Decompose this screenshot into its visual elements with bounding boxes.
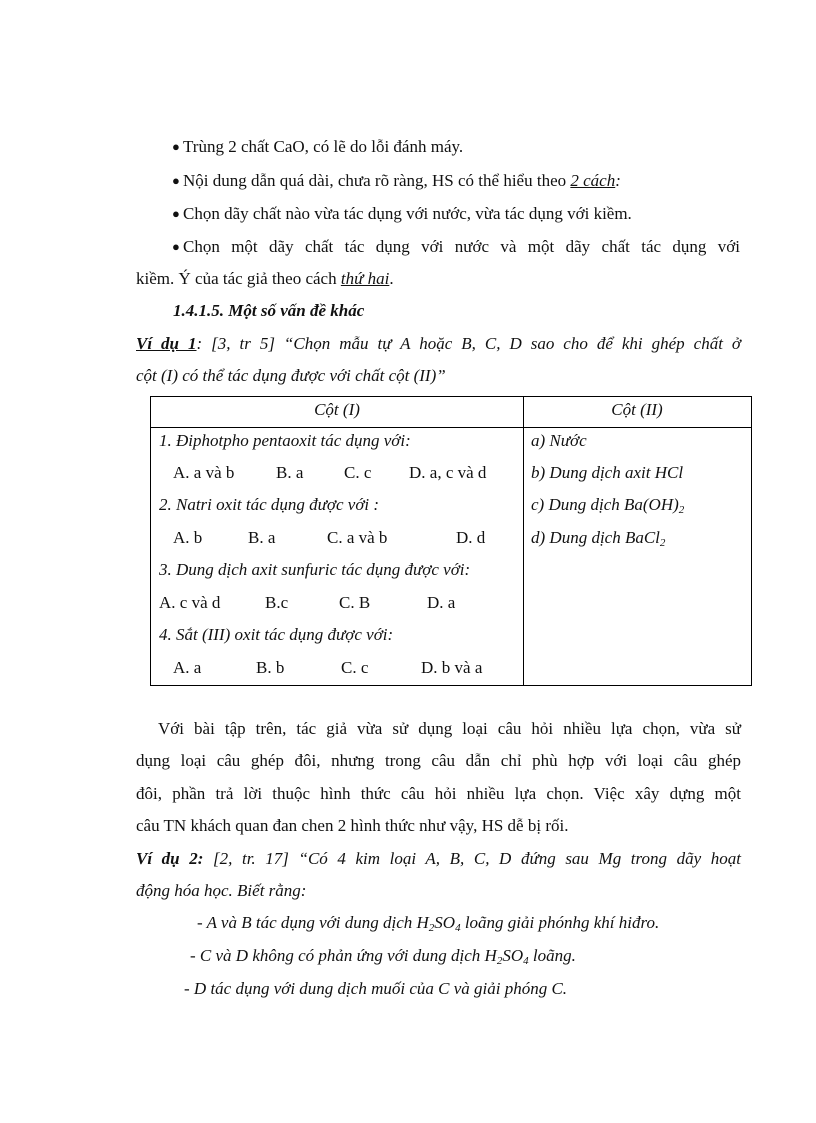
condition-2-part-a: - C và D không có phản ứng với dung dịch H — [190, 946, 497, 965]
condition-1-sub-1: 2 — [428, 922, 435, 934]
paragraph-line-2: dụng loại câu ghép đôi, nhưng trong câu dẫn chỉ phù hợp với loại câu ghép — [136, 751, 741, 770]
paragraph-line-3: đôi, phần trả lời thuộc hình thức câu hỏi nhiều lựa chọn. Việc xây dựng một — [136, 784, 741, 803]
answer-b: b) Dung dịch axit HCl — [531, 463, 684, 482]
bullet-2-underlined: 2 cách — [570, 171, 616, 190]
answer-c — [531, 495, 684, 515]
bullet-dot-icon: ● — [172, 139, 180, 154]
example-2-text: [2, tr. 17] “Có 4 kim loại A, B, C, D đứng sau Mg trong dãy hoạt — [203, 849, 741, 868]
question-3: 3. Dung dịch axit sunfuric tác dụng được với: — [159, 560, 471, 579]
example-2-label: Ví dụ 2: — [136, 849, 204, 868]
example-2-line-2: động hóa học. Biết rằng: — [136, 881, 307, 900]
matching-table — [150, 396, 752, 686]
condition-1 — [197, 913, 659, 933]
q4-option-b: B. b — [256, 658, 285, 677]
bullet-4-text: Chọn một dãy chất tác dụng với nước và một dãy chất tác dụng với — [183, 237, 740, 256]
answer-a: a) Nước — [531, 431, 587, 450]
bullet-2-text: Nội dung dẫn quá dài, chưa rõ ràng, HS có thể hiểu theo — [183, 171, 571, 190]
condition-3: - D tác dụng với dung dịch muối của C và giải phóng C. — [184, 979, 568, 998]
table-header-divider — [151, 427, 751, 428]
question-2: 2. Natri oxit tác dụng được với : — [159, 495, 380, 514]
condition-1-part-b: SO — [434, 913, 456, 932]
q1-option-c: C. c — [344, 463, 372, 482]
example-1-text: : [3, tr 5] “Chọn mẫu tự A hoặc B, C, D sao cho để khi ghép chất ở — [196, 334, 741, 353]
q4-option-c: C. c — [341, 658, 369, 677]
answer-c-text: c) Dung dịch Ba(OH) — [531, 495, 679, 514]
q3-option-a: A. c và d — [159, 593, 221, 612]
section-heading: 1.4.1.5. Một số vấn đề khác — [173, 301, 365, 320]
example-1-line-1 — [136, 334, 741, 354]
condition-2-sub-2: 4 — [523, 955, 529, 967]
question-4: 4. Sắt (III) oxit tác dụng được với: — [159, 625, 394, 644]
bullet-3 — [172, 204, 632, 224]
condition-2 — [190, 946, 576, 966]
col-2-header: Cột (II) — [611, 400, 663, 419]
question-1: 1. Điphotpho pentaoxit tác dụng với: — [159, 431, 411, 450]
condition-2-part-b: SO — [502, 946, 524, 965]
q1-option-a: A. a và b — [173, 463, 235, 482]
answer-c-subscript: 2 — [678, 504, 685, 516]
paragraph-line-4: câu TN khách quan đan chen 2 hình thức như vậy, HS dễ bị rối. — [136, 816, 569, 835]
answer-d-text: d) Dung dịch BaCl — [531, 528, 660, 547]
q4-option-a: A. a — [173, 658, 202, 677]
bullet-4-period: . — [389, 269, 394, 288]
q1-option-d: D. a, c và d — [409, 463, 487, 482]
table-column-divider — [523, 397, 524, 685]
bullet-2 — [172, 171, 621, 191]
q3-option-c: C. B — [339, 593, 371, 612]
bullet-dot-icon: ● — [172, 239, 180, 254]
q2-option-a: A. b — [173, 528, 203, 547]
q2-option-b: B. a — [248, 528, 276, 547]
bullet-1 — [172, 137, 463, 157]
bullet-1-text: Trùng 2 chất CaO, có lẽ do lỗi đánh máy. — [183, 137, 464, 156]
bullet-4-underlined: thứ hai — [340, 269, 390, 288]
condition-2-part-c: loãng. — [528, 946, 576, 965]
q3-option-d: D. a — [427, 593, 456, 612]
bullet-3-text: Chọn dãy chất nào vừa tác dụng với nước, vừa tác dụng với kiềm. — [183, 204, 632, 223]
q3-option-b: B.c — [265, 593, 289, 612]
bullet-4 — [172, 237, 740, 257]
q2-option-d: D. d — [456, 528, 486, 547]
bullet-4-continuation — [136, 269, 394, 289]
condition-2-sub-1: 2 — [496, 955, 503, 967]
col-1-header: Cột (I) — [314, 400, 360, 419]
paragraph-line-1: Với bài tập trên, tác giả vừa sử dụng loại câu hỏi nhiều lựa chọn, vừa sử — [158, 719, 741, 738]
condition-1-sub-2: 4 — [455, 922, 461, 934]
bullet-dot-icon: ● — [172, 206, 180, 221]
bullet-2-colon: : — [615, 171, 621, 190]
bullet-dot-icon: ● — [172, 173, 180, 188]
q2-option-c: C. a và b — [327, 528, 388, 547]
bullet-4-cont-text: kiềm. Ý của tác giả theo cách — [136, 269, 341, 288]
condition-1-part-a: - A và B tác dụng với dung dịch H — [197, 913, 429, 932]
example-2-line-1 — [136, 849, 741, 869]
answer-d-subscript: 2 — [659, 537, 666, 549]
q1-option-b: B. a — [276, 463, 304, 482]
example-1-label: Ví dụ 1 — [136, 334, 197, 353]
example-1-line-2: cột (I) có thể tác dụng được với chất cột (II)” — [136, 366, 446, 385]
answer-d — [531, 528, 665, 548]
q4-option-d: D. b và a — [421, 658, 483, 677]
condition-1-part-c: loãng giải phónhg khí hiđro. — [460, 913, 660, 932]
